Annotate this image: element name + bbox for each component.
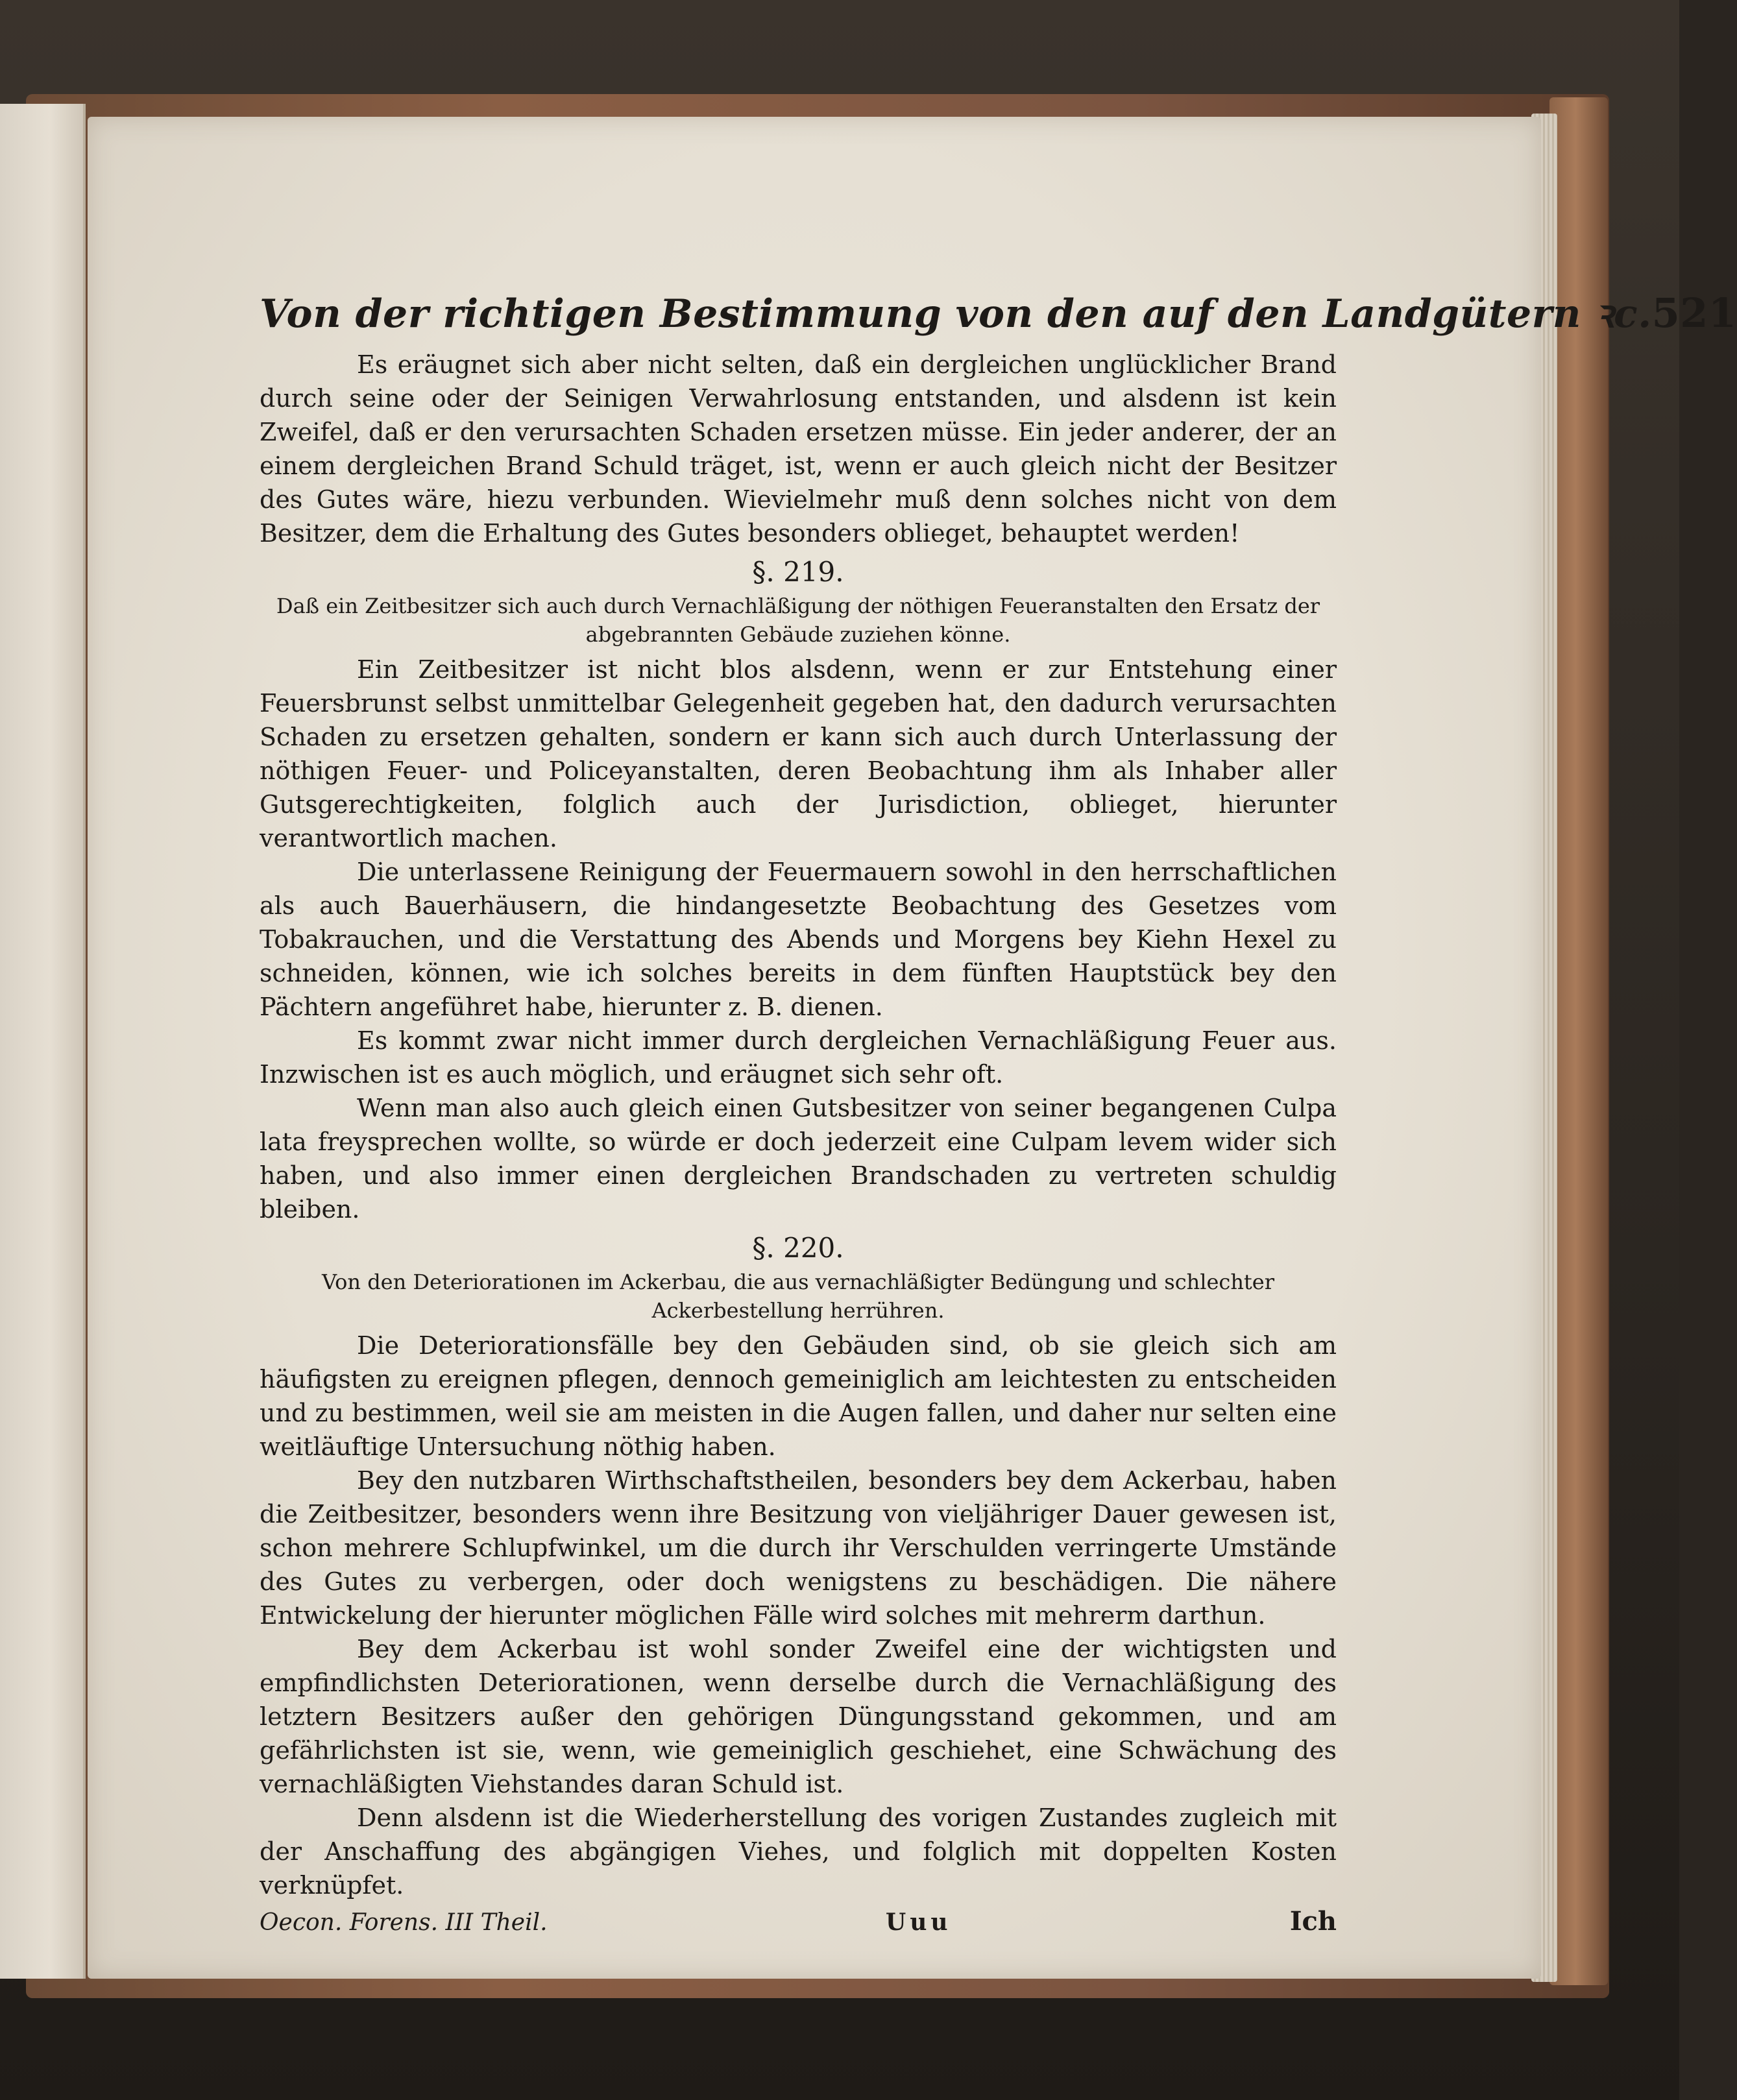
- sheet-mark: Uuu: [885, 1909, 952, 1936]
- section-rubric: Von den Deteriorationen im Ackerbau, die aus vernachläßigter Bedüngung und schlechter Ackerbestellung herrühren.: [321, 1270, 1275, 1323]
- book-cover-edge: [1549, 97, 1608, 1985]
- paragraph: Die unterlassene Reinigung der Feuermauern sowohl in den herrschaftlichen als auch Bauerhäusern, die hindangesetzte Beobachtung des Gesetzes vom Tobakrauchen, und die Verstattung des Abends und Morgens bey Kiehn Hexel zu schneiden, können, wie ich solches bereits in dem fünften Hauptstück bey den Pächtern angeführet habe, hierunter z. B. dienen.: [260, 858, 1337, 1021]
- paragraph: Bey den nutzbaren Wirthschaftstheilen, besonders bey dem Ackerbau, haben die Zeitbesitzer, besonders wenn ihre Besitzung von vieljähriger Dauer gewesen ist, schon mehrere Schlupfwinkel, um die durch ihr Verschulden verringerte Umstände des Gutes zu verbergen, oder doch wenigstens zu beschädigen. Die nähere Entwickelung der hierunter möglichen Fälle wird solches mit mehrerm darthun.: [260, 1466, 1337, 1630]
- paragraph: Es eräugnet sich aber nicht selten, daß ein dergleichen unglücklicher Brand durch seine oder der Seinigen Verwahrlosung entstanden, und alsdenn ist kein Zweifel, daß er den verursachten Schaden ersetzen müsse. Ein jeder anderer, der an einem dergleichen Brand Schuld träget, ist, wenn er auch gleich nicht der Besitzer des Gutes wäre, hiezu verbunden. Wievielmehr muß denn solches nicht von dem Besitzer, dem die Erhaltung des Gutes besonders oblieget, behauptet werden!: [260, 350, 1337, 548]
- running-title: Von der richtigen Bestimmung von den auf den Landgütern ꝛc.: [260, 291, 1652, 337]
- text-block: [260, 285, 1737, 1937]
- paragraph: Denn alsdenn ist die Wiederherstellung des vorigen Zustandes zugleich mit der Anschaffung des abgängigen Viehes, und folglich mit doppelten Kosten verknüpfet.: [260, 1804, 1337, 1900]
- section-number: §. 219.: [752, 556, 844, 588]
- section-rubric: Daß ein Zeitbesitzer sich auch durch Vernachläßigung der nöthigen Feueranstalten den Ersatz der abgebrannten Gebäude zuziehen könne.: [276, 594, 1320, 647]
- page-number: 521: [1651, 289, 1737, 337]
- section-number: §. 220.: [752, 1232, 844, 1264]
- signature-line: Oecon. Forens. III Theil.: [260, 1909, 548, 1936]
- catchword: Ich: [1289, 1906, 1337, 1937]
- paragraph: Wenn man also auch gleich einen Gutsbesitzer von seiner begangenen Culpa lata freysprechen wollte, so würde er doch jederzeit eine Culpam levem wider sich haben, und also immer einen dergleichen Brandschaden zu vertreten schuldig bleiben.: [260, 1094, 1337, 1224]
- paragraph: Ein Zeitbesitzer ist nicht blos alsdenn, wenn er zur Entstehung einer Feuersbrunst selbst unmittelbar Gelegenheit gegeben hat, den dadurch verursachten Schaden zu ersetzen gehalten, sondern er kann sich auch durch Unterlassung der nöthigen Feuer- und Policeyanstalten, deren Beobachtung ihm als Inhaber aller Gutsgerechtigkeiten, folglich auch der Jurisdiction, oblieget, hierunter verantwortlich machen.: [260, 655, 1337, 852]
- paragraph: Bey dem Ackerbau ist wohl sonder Zweifel eine der wichtigsten und empfindlichsten Deteriorationen, wenn derselbe durch die Vernachläßigung des letztern Besitzers außer den gehörigen Düngungsstand gekommen, und am gefährlichsten ist sie, wenn, wie gemeiniglich geschiehet, eine Schwächung des vernachläßigten Viehstandes daran Schuld ist.: [260, 1635, 1337, 1798]
- left-page-edge: [0, 104, 86, 1979]
- page-footer: [260, 1906, 1337, 1937]
- paragraph: Es kommt zwar nicht immer durch dergleichen Vernachläßigung Feuer aus. Inzwischen ist es auch möglich, und eräugnet sich sehr oft.: [260, 1026, 1337, 1089]
- paragraph: Die Deteriorationsfälle bey den Gebäuden sind, ob sie gleich sich am häufigsten zu ereignen pflegen, dennoch gemeiniglich am leichtesten zu entscheiden und zu bestimmen, weil sie am meisten in die Augen fallen, und daher nur selten eine weitläuftige Untersuchung nöthig haben.: [260, 1331, 1337, 1461]
- running-head: [260, 285, 1737, 339]
